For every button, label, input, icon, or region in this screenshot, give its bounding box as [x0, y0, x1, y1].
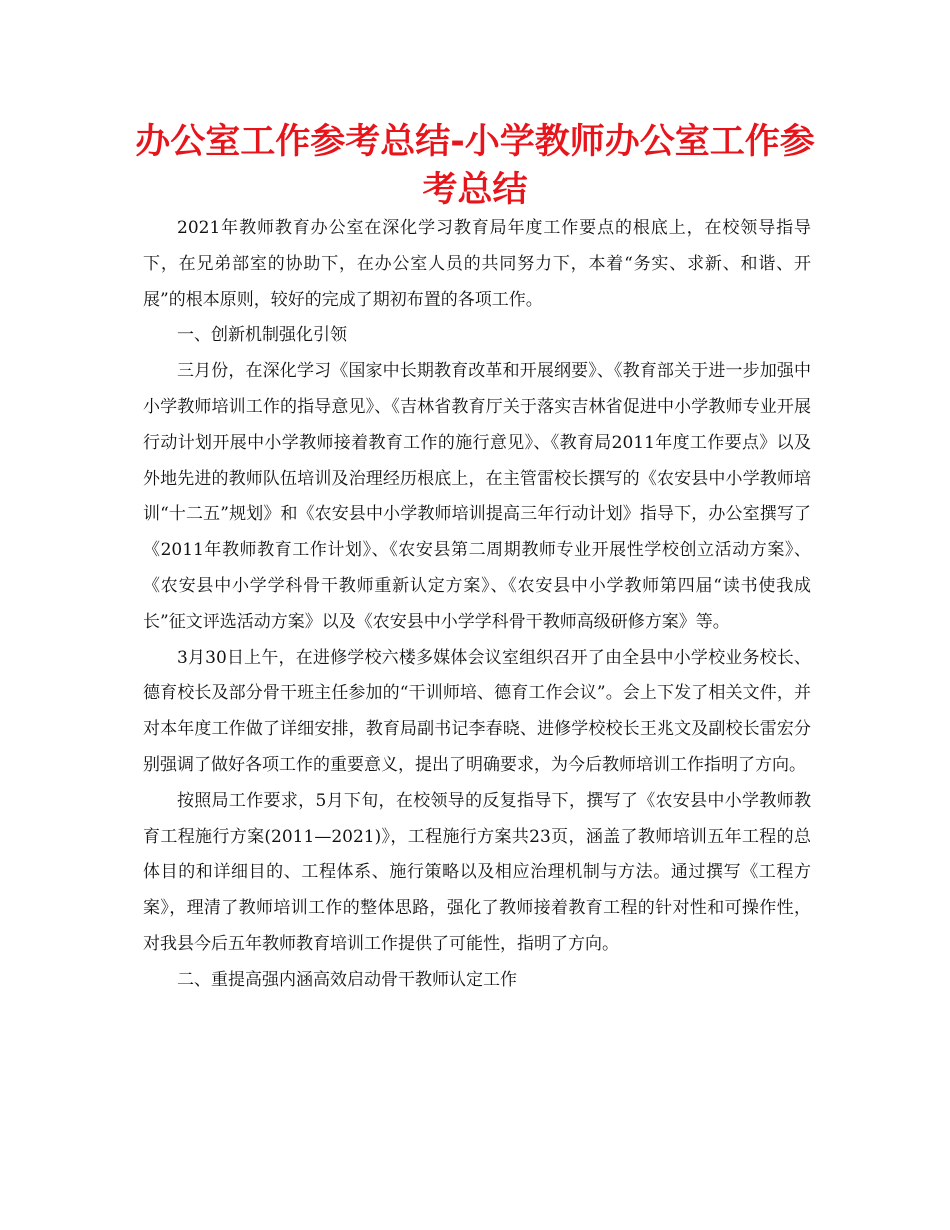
section-heading-2: 二、重提高强内涵高效启动骨干教师认定工作 [177, 969, 517, 990]
document-body [143, 211, 811, 999]
body-paragraph: 3月30日上午，在进修学校六楼多媒体会议室组织召开了由全县中小学校业务校长、德育校长及部分骨干班主任参加的“干训师培、德育工作会议”。会上下发了相关文件，并对本年度工作做了详细安排，教育局副书记李春晓、进修学校校长王兆文及副校长雷宏分别强调了做好各项工作的重要意义，提出了明确要求，为今后教师培训工作指明了方向。 [143, 647, 811, 775]
section-heading-1: 一、创新机制强化引领 [177, 325, 347, 346]
body-paragraph: 按照局工作要求，5月下旬，在校领导的反复指导下，撰写了《农安县中小学教师教育工程施行方案(2011—2021)》，工程施行方案共23页，涵盖了教师培训五年工程的总体目的和详细目的、工程体系、施行策略以及相应治理机制与方法。通过撰写《工程方案》，理清了教师培训工作的整体思路，强化了教师接着教育工程的针对性和可操作性，对我县今后五年教师教育培训工作提供了可能性，指明了方向。 [143, 790, 811, 954]
intro-paragraph: 2021年教师教育办公室在深化学习教育局年度工作要点的根底上，在校领导指导下，在兄弟部室的协助下，在办公室人员的共同努力下，本着“务实、求新、和谐、开展”的根本原则，较好的完成了期初布置的各项工作。 [143, 218, 811, 310]
document-title: 办公室工作参考总结-小学教师办公室工作参考总结 [135, 122, 815, 210]
body-paragraph: 三月份，在深化学习《国家中长期教育改革和开展纲要》、《教育部关于进一步加强中小学教师培训工作的指导意见》、《吉林省教育厅关于落实吉林省促进中小学教师专业开展行动计划开展中小学教师接着教育工作的施行意见》、《教育局2011年度工作要点》以及外地先进的教师队伍培训及治理经历根底上，在主管雷校长撰写的《农安县中小学教师培训“十二五”规划》和《农安县中小学教师培训提高三年行动计划》指导下，办公室撰写了《2011年教师教育工作计划》、《农安县第二周期教师专业开展性学校创立活动方案》、《农安县中小学学科骨干教师重新认定方案》、《农安县中小学教师第四届“读书使我成长”征文评选活动方案》以及《农安县中小学学科骨干教师高级研修方案》等。 [143, 361, 811, 632]
